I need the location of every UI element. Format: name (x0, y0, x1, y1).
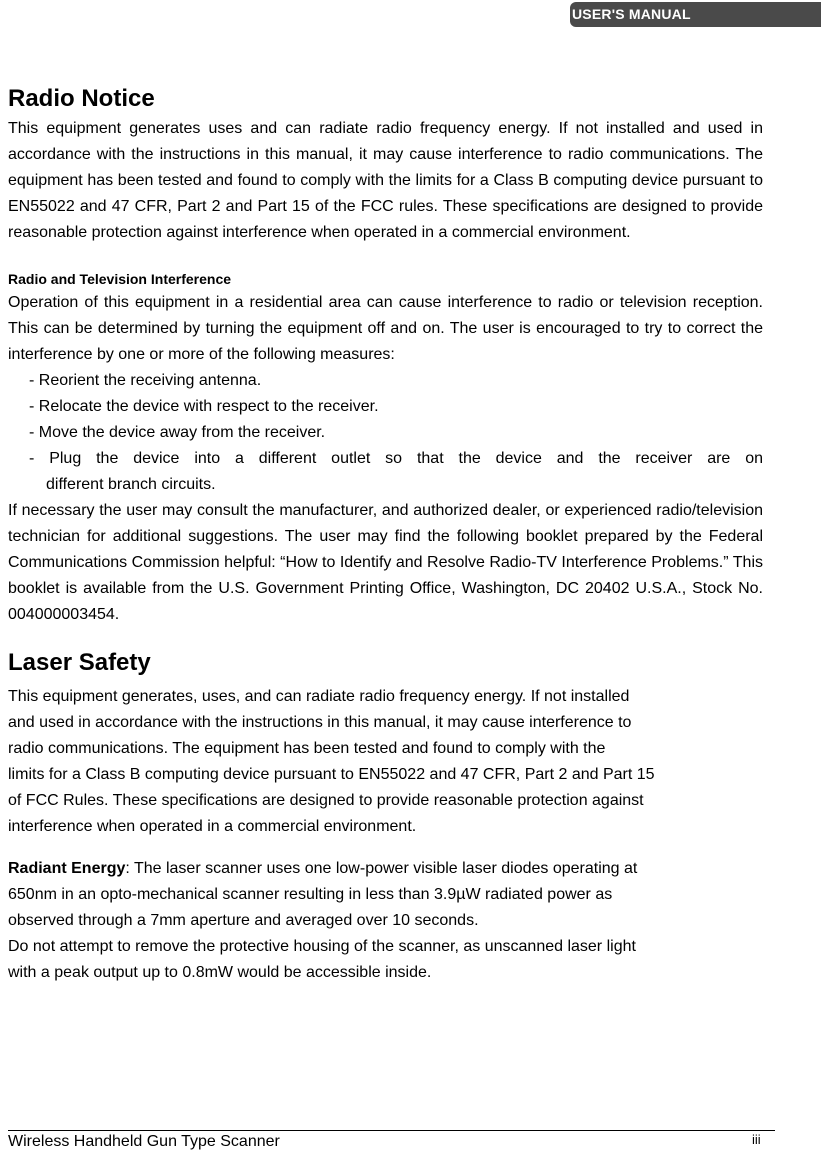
spacer (8, 628, 763, 648)
radiant-line: : The laser scanner uses one low-power visible laser diodes operating at (125, 860, 638, 877)
laser-line: limits for a Class B computing device pursuant to EN55022 and 47 CFR, Part 2 and Part 15 (8, 766, 655, 783)
footer-title: Wireless Handheld Gun Type Scanner (8, 1133, 280, 1150)
measure-item: - Relocate the device with respect to the receiver. (29, 398, 379, 415)
spacer (8, 840, 763, 856)
laser-safety-heading: Laser Safety (8, 649, 151, 676)
measure-4-line2: different branch circuits. (46, 476, 216, 493)
measure-item (8, 446, 763, 498)
radiant-line: 650nm in an opto-mechanical scanner resulting in less than 3.9µW radiated power as (8, 886, 613, 903)
laser-line: This equipment generates, uses, and can radiate radio frequency energy. If not installed (8, 688, 630, 705)
radio-notice-paragraph: This equipment generates uses and can radiate radio frequency energy. If not installed and used in accordance with the instructions in this manual, it may cause interference to radio communications. The equipment has been tested and found to comply with the limits for a Class B computing device pursuant to EN55022 and 47 CFR, Part 2 and Part 15 of the FCC rules. These specifications are designed to provide reasonable protection against interference when operated in a commercial environment. (8, 120, 763, 241)
header-label: USER'S MANUAL (572, 6, 691, 22)
radiant-line: Do not attempt to remove the protective housing of the scanner, as unscanned laser light (8, 938, 636, 955)
consult-paragraph: If necessary the user may consult the manufacturer, and authorized dealer, or experienced radio/television technician for additional suggestions. The user may find the following booklet prepared by the Federal Communications Commission helpful: “How to Identify and Resolve Radio-TV Interference Problems.” This booklet is available from the U.S. Government Printing Office, Washington, DC 20402 U.S.A., Stock No. 004000003454. (8, 502, 763, 623)
radiant-energy-paragraph (8, 856, 763, 986)
radio-notice-heading: Radio Notice (8, 85, 155, 112)
spacer (8, 246, 763, 268)
radiant-line-1 (8, 856, 763, 882)
measure-item: - Move the device away from the receiver. (29, 424, 326, 441)
laser-line: radio communications. The equipment has been tested and found to comply with the (8, 740, 606, 757)
measure-4-line1: - Plug the device into a different outlet so that the device and the receiver are on (29, 450, 763, 467)
interference-paragraph: Operation of this equipment in a residential area can cause interference to radio or television reception. This can be determined by turning the equipment off and on. The user is encouraged to try to correct the interference by one or more of the following measures: (8, 294, 763, 363)
laser-line: interference when operated in a commercial environment. (8, 818, 417, 835)
measure-item: - Reorient the receiving antenna. (29, 372, 262, 389)
page-content (8, 84, 763, 986)
footer-divider (8, 1130, 775, 1131)
laser-line: and used in accordance with the instructions in this manual, it may cause interference to (8, 714, 632, 731)
radiant-energy-label: Radiant Energy (8, 860, 126, 877)
radiant-line: observed through a 7mm aperture and averaged over 10 seconds. (8, 912, 479, 929)
radio-tv-interference-heading: Radio and Television Interference (8, 271, 232, 287)
laser-line: of FCC Rules. These specifications are designed to provide reasonable protection against (8, 792, 644, 809)
laser-paragraph (8, 684, 763, 840)
page-number: iii (752, 1132, 761, 1147)
radiant-line: with a peak output up to 0.8mW would be accessible inside. (8, 964, 432, 981)
measures-list (8, 368, 763, 498)
manual-header-tab (570, 2, 821, 27)
